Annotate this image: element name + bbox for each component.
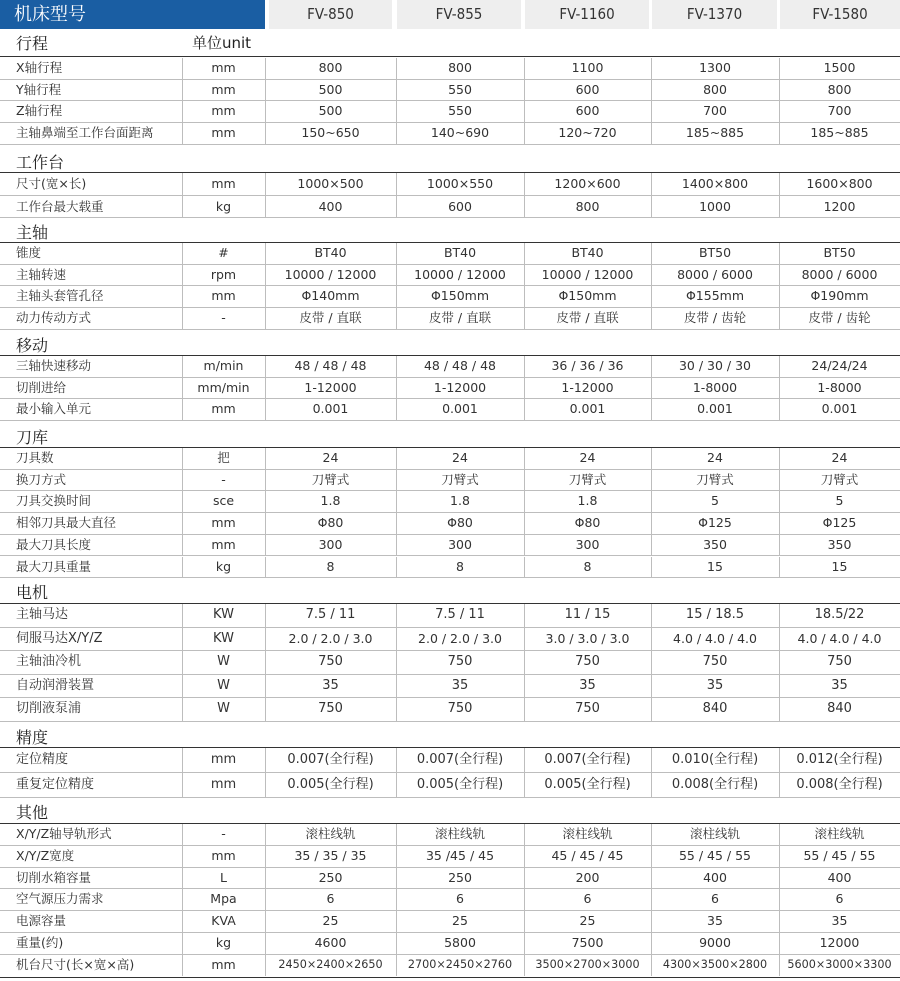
spec-value-fv-850: 1-12000 bbox=[304, 379, 357, 395]
table-row bbox=[0, 846, 900, 868]
spec-value-fv-1580: 750 bbox=[827, 654, 852, 669]
spec-name: 刀具交换时间 bbox=[16, 493, 92, 509]
spec-value-fv-855: 35 /45 / 45 bbox=[425, 847, 495, 863]
table-row bbox=[0, 675, 900, 699]
spec-value-fv-1370: 0.010(全行程) bbox=[671, 752, 759, 767]
spec-value-fv-850: 300 bbox=[318, 536, 343, 552]
spec-value-fv-1370: 滚柱线轨 bbox=[689, 826, 740, 841]
spec-value-fv-850: 250 bbox=[318, 869, 343, 885]
spec-value-fv-850: 8 bbox=[326, 558, 335, 574]
spec-unit: mm bbox=[210, 777, 237, 792]
spec-value-fv-1580: 18.5/22 bbox=[814, 607, 865, 622]
table-row bbox=[0, 448, 900, 470]
table-row bbox=[0, 535, 900, 557]
spec-value-fv-1580: 24/24/24 bbox=[811, 358, 868, 373]
spec-value-fv-850: 35 bbox=[322, 677, 339, 693]
table-row bbox=[0, 628, 900, 652]
spec-value-fv-1370: 15 bbox=[707, 558, 723, 574]
spec-value-fv-855: 1000×550 bbox=[426, 176, 494, 191]
spec-unit: kg bbox=[215, 198, 232, 214]
spec-value-fv-1580: 1200 bbox=[823, 198, 856, 214]
spec-value-fv-1160: 0.001 bbox=[569, 401, 606, 417]
spec-value-fv-1160: 300 bbox=[575, 536, 600, 552]
table-row bbox=[0, 604, 900, 628]
spec-value-fv-1580: 840 bbox=[827, 701, 852, 716]
spec-value-fv-855: 1.8 bbox=[450, 493, 470, 509]
table-row bbox=[0, 265, 900, 287]
table-row bbox=[0, 356, 900, 378]
spec-value-fv-850: 刀臂式 bbox=[311, 471, 350, 487]
spec-value-fv-1160: 皮带 / 直联 bbox=[556, 310, 619, 326]
spec-value-fv-1370: 9000 bbox=[699, 935, 731, 950]
spec-value-fv-1580: 400 bbox=[827, 869, 852, 885]
table-row bbox=[0, 955, 900, 976]
spec-value-fv-855: 7.5 / 11 bbox=[435, 607, 485, 622]
spec-value-fv-855: 1-12000 bbox=[433, 379, 487, 395]
table-row bbox=[0, 286, 900, 308]
spec-value-fv-1580: 0.008(全行程) bbox=[796, 777, 883, 792]
spec-value-fv-850: 0.005(全行程) bbox=[287, 777, 374, 792]
spec-value-fv-855: 600 bbox=[448, 198, 472, 214]
spec-value-fv-1160: 600 bbox=[575, 103, 600, 119]
spec-name: 动力传动方式 bbox=[16, 310, 92, 326]
spec-name: 最大刀具重量 bbox=[16, 558, 92, 574]
spec-name: 重量(约) bbox=[16, 935, 64, 950]
spec-value-fv-1370: BT50 bbox=[698, 245, 732, 260]
spec-name: X轴行程 bbox=[16, 60, 63, 75]
spec-value-fv-1370: 4.0 / 4.0 / 4.0 bbox=[673, 630, 757, 646]
spec-value-fv-1160: 滚柱线轨 bbox=[562, 826, 613, 841]
spec-value-fv-1580: 皮带 / 齿轮 bbox=[808, 310, 871, 326]
table-row bbox=[0, 308, 900, 330]
spec-value-fv-855: 800 bbox=[448, 60, 472, 75]
spec-value-fv-1160: BT40 bbox=[571, 245, 604, 260]
spec-name: X/Y/Z轴导轨形式 bbox=[16, 826, 112, 841]
spec-value-fv-1160: Φ150mm bbox=[558, 288, 617, 304]
spec-value-fv-850: 2450×2400×2650 bbox=[278, 957, 383, 971]
spec-unit: mm bbox=[211, 125, 236, 141]
spec-value-fv-855: Φ150mm bbox=[430, 288, 490, 304]
spec-name: 尺寸(宽×长) bbox=[16, 176, 87, 191]
spec-name: 主轴转速 bbox=[16, 266, 67, 282]
spec-value-fv-1160: 750 bbox=[575, 701, 600, 716]
spec-name: 换刀方式 bbox=[16, 471, 67, 487]
spec-value-fv-855: 8 bbox=[456, 558, 464, 574]
spec-value-fv-1580: 刀臂式 bbox=[820, 471, 859, 487]
spec-value-fv-1580: 5 bbox=[835, 493, 844, 509]
section-rule bbox=[0, 56, 900, 57]
spec-value-fv-855: 6 bbox=[456, 891, 464, 907]
section-title: 行程 bbox=[16, 34, 49, 53]
spec-value-fv-1580: 5600×3000×3300 bbox=[787, 957, 892, 971]
spec-name: 定位精度 bbox=[16, 752, 69, 767]
spec-value-fv-1580: 0.001 bbox=[821, 401, 858, 417]
spec-unit: W bbox=[217, 677, 230, 693]
table-row bbox=[0, 80, 900, 102]
spec-value-fv-850: 皮带 / 直联 bbox=[299, 310, 362, 326]
spec-value-fv-855: 0.007(全行程) bbox=[416, 752, 504, 767]
spec-name: Y轴行程 bbox=[16, 81, 62, 97]
spec-value-fv-1160: 1200×600 bbox=[554, 176, 621, 191]
spec-value-fv-1160: 35 bbox=[579, 677, 596, 693]
spec-value-fv-855: BT40 bbox=[443, 245, 477, 260]
spec-value-fv-1160: 7500 bbox=[571, 935, 604, 950]
table-row bbox=[0, 651, 900, 675]
spec-value-fv-1580: 滚柱线轨 bbox=[814, 826, 865, 841]
table-row bbox=[0, 748, 900, 773]
spec-value-fv-850: 2.0 / 2.0 / 3.0 bbox=[288, 630, 373, 646]
spec-value-fv-855: 300 bbox=[448, 536, 472, 552]
table-row bbox=[0, 889, 900, 911]
spec-value-fv-1160: 0.007(全行程) bbox=[544, 752, 631, 767]
table-row bbox=[0, 773, 900, 798]
spec-value-fv-1580: Φ190mm bbox=[810, 288, 869, 304]
spec-unit: KVA bbox=[211, 913, 236, 929]
table-row bbox=[0, 513, 900, 535]
spec-name: 锥度 bbox=[16, 245, 42, 260]
table-row bbox=[0, 824, 900, 846]
spec-unit: # bbox=[218, 245, 229, 260]
table-row bbox=[0, 933, 900, 955]
spec-value-fv-855: 750 bbox=[447, 701, 473, 716]
spec-unit: - bbox=[221, 310, 226, 326]
spec-value-fv-1370: 1-8000 bbox=[692, 379, 738, 395]
spec-value-fv-850: 6 bbox=[326, 891, 335, 907]
spec-value-fv-1580: BT50 bbox=[823, 245, 856, 260]
spec-value-fv-1370: 350 bbox=[703, 536, 727, 552]
spec-name: 切削液泵浦 bbox=[16, 701, 82, 716]
spec-value-fv-855: 250 bbox=[448, 869, 472, 885]
spec-value-fv-1580: 1-8000 bbox=[817, 379, 862, 395]
spec-unit: L bbox=[220, 869, 227, 885]
spec-value-fv-1580: 6 bbox=[835, 891, 844, 907]
spec-value-fv-855: 皮带 / 直联 bbox=[428, 310, 492, 326]
spec-name: 电源容量 bbox=[16, 913, 67, 929]
spec-value-fv-850: 35 / 35 / 35 bbox=[294, 847, 367, 863]
spec-value-fv-1160: 1100 bbox=[571, 60, 604, 75]
spec-unit: - bbox=[221, 471, 226, 487]
spec-unit: mm bbox=[211, 401, 236, 417]
spec-name: 三轴快速移动 bbox=[16, 358, 92, 373]
spec-value-fv-1370: 4300×3500×2800 bbox=[662, 957, 768, 971]
spec-value-fv-1370: 30 / 30 / 30 bbox=[678, 358, 752, 373]
spec-value-fv-1370: 800 bbox=[703, 81, 727, 97]
model-header-fv-855: FV-855 bbox=[397, 0, 521, 29]
spec-name: 相邻刀具最大直径 bbox=[16, 515, 117, 531]
spec-unit: mm bbox=[211, 956, 236, 972]
section-title: 电机 bbox=[16, 583, 49, 602]
model-header-fv-1160: FV-1160 bbox=[525, 0, 649, 29]
table-bottom-rule bbox=[0, 977, 900, 978]
spec-value-fv-1160: 6 bbox=[583, 891, 592, 907]
spec-value-fv-1370: 0.008(全行程) bbox=[671, 777, 759, 792]
spec-value-fv-1580: 350 bbox=[827, 536, 852, 552]
spec-value-fv-1370: 皮带 / 齿轮 bbox=[683, 310, 747, 326]
spec-value-fv-1160: 3.0 / 3.0 / 3.0 bbox=[545, 630, 630, 646]
spec-value-fv-1370: 24 bbox=[707, 450, 723, 465]
spec-name: 刀具数 bbox=[16, 450, 54, 465]
spec-name: 主轴鼻端至工作台面距离 bbox=[16, 125, 154, 141]
spec-name: 伺服马达X/Y/Z bbox=[16, 630, 103, 646]
spec-value-fv-1580: Φ125 bbox=[822, 515, 857, 531]
spec-name: 机台尺寸(长×宽×高) bbox=[16, 956, 135, 972]
spec-value-fv-855: 48 / 48 / 48 bbox=[423, 358, 497, 373]
spec-unit: mm bbox=[211, 103, 236, 119]
spec-value-fv-850: Φ80 bbox=[317, 515, 344, 531]
spec-value-fv-855: 140~690 bbox=[430, 125, 490, 141]
spec-value-fv-1160: 25 bbox=[579, 913, 596, 929]
spec-name: 空气源压力需求 bbox=[16, 891, 104, 907]
spec-name: 主轴马达 bbox=[16, 607, 69, 622]
table-row bbox=[0, 123, 900, 145]
spec-unit: mm bbox=[211, 847, 236, 863]
spec-value-fv-1370: 6 bbox=[711, 891, 719, 907]
spec-value-fv-855: Φ80 bbox=[447, 515, 473, 531]
spec-value-fv-850: 滚柱线轨 bbox=[305, 826, 356, 841]
spec-value-fv-1160: 0.005(全行程) bbox=[544, 777, 631, 792]
spec-value-fv-1580: 185~885 bbox=[810, 125, 869, 141]
spec-name: 最大刀具长度 bbox=[16, 536, 92, 552]
spec-name: 切削水箱容量 bbox=[16, 869, 92, 885]
spec-value-fv-1370: 1400×800 bbox=[681, 176, 749, 191]
spec-value-fv-1370: 750 bbox=[702, 654, 728, 669]
spec-name: 重复定位精度 bbox=[16, 777, 95, 792]
spec-value-fv-855: 刀臂式 bbox=[441, 471, 479, 487]
spec-name: 主轴油冷机 bbox=[16, 654, 82, 669]
spec-value-fv-1160: 3500×2700×3000 bbox=[535, 957, 640, 971]
table-row bbox=[0, 557, 900, 579]
table-header bbox=[0, 0, 900, 29]
spec-value-fv-1160: 200 bbox=[575, 869, 600, 885]
spec-value-fv-855: 550 bbox=[448, 81, 472, 97]
spec-value-fv-850: 4600 bbox=[314, 935, 347, 950]
spec-value-fv-1160: 750 bbox=[575, 654, 600, 669]
spec-value-fv-850: 25 bbox=[322, 913, 339, 929]
spec-unit: kg bbox=[215, 935, 232, 950]
spec-unit: mm bbox=[211, 288, 236, 304]
spec-value-fv-1370: 0.001 bbox=[697, 401, 733, 417]
table-row bbox=[0, 911, 900, 933]
table-row bbox=[0, 470, 900, 492]
spec-value-fv-1580: 24 bbox=[831, 450, 848, 465]
spec-value-fv-855: 10000 / 12000 bbox=[414, 266, 506, 282]
spec-value-fv-855: 2.0 / 2.0 / 3.0 bbox=[418, 630, 502, 646]
section-title: 精度 bbox=[16, 728, 49, 747]
spec-value-fv-850: 400 bbox=[318, 198, 343, 214]
spec-value-fv-850: 500 bbox=[318, 81, 343, 97]
spec-value-fv-850: 750 bbox=[318, 701, 343, 716]
spec-value-fv-1580: 0.012(全行程) bbox=[796, 752, 883, 767]
spec-unit: mm bbox=[211, 176, 236, 191]
spec-value-fv-1370: 35 bbox=[706, 677, 724, 693]
spec-unit: KW bbox=[213, 607, 234, 622]
spec-value-fv-1370: 刀臂式 bbox=[696, 471, 734, 487]
spec-value-fv-1160: 36 / 36 / 36 bbox=[551, 358, 624, 373]
spec-unit: m/min bbox=[203, 358, 244, 373]
table-row bbox=[0, 378, 900, 400]
spec-value-fv-855: 750 bbox=[447, 654, 473, 669]
spec-value-fv-1370: 700 bbox=[703, 103, 727, 119]
spec-value-fv-850: 10000 / 12000 bbox=[284, 266, 377, 282]
model-header-fv-850: FV-850 bbox=[269, 0, 392, 29]
spec-value-fv-1370: 8000 / 6000 bbox=[677, 266, 753, 282]
spec-name: 自动润滑装置 bbox=[16, 677, 95, 693]
spec-value-fv-1580: 15 bbox=[831, 558, 848, 574]
spec-unit: Mpa bbox=[210, 891, 237, 907]
spec-value-fv-1370: 55 / 45 / 55 bbox=[678, 847, 752, 863]
section-title: 主轴 bbox=[16, 223, 49, 242]
spec-value-fv-1580: 55 / 45 / 55 bbox=[803, 847, 876, 863]
model-header-fv-1370: FV-1370 bbox=[652, 0, 777, 29]
spec-unit: sce bbox=[212, 493, 235, 509]
spec-value-fv-1370: 35 bbox=[707, 913, 723, 929]
spec-value-fv-855: 0.005(全行程) bbox=[416, 777, 504, 792]
spec-value-fv-1160: 10000 / 12000 bbox=[541, 266, 634, 282]
header-title: 机床型号 bbox=[0, 0, 265, 29]
spec-value-fv-1580: 700 bbox=[827, 103, 852, 119]
section-title: 工作台 bbox=[16, 153, 65, 172]
spec-value-fv-1160: 24 bbox=[579, 450, 596, 465]
spec-value-fv-855: 滚柱线轨 bbox=[434, 826, 485, 841]
table-row bbox=[0, 58, 900, 80]
spec-value-fv-850: 48 / 48 / 48 bbox=[294, 358, 367, 373]
spec-name: 切削进给 bbox=[16, 379, 67, 395]
spec-unit: mm bbox=[210, 752, 237, 767]
spec-value-fv-1160: 800 bbox=[575, 198, 600, 214]
section-title: 刀库 bbox=[16, 428, 49, 447]
spec-unit: kg bbox=[215, 558, 232, 574]
spec-value-fv-1370: 400 bbox=[703, 869, 727, 885]
spec-value-fv-855: 2700×2450×2760 bbox=[407, 957, 513, 971]
spec-value-fv-1370: Φ125 bbox=[698, 515, 732, 531]
spec-value-fv-850: 150~650 bbox=[301, 125, 360, 141]
unit-column-label: 单位unit bbox=[192, 34, 252, 52]
spec-value-fv-1580: 35 bbox=[831, 913, 848, 929]
spec-unit: KW bbox=[213, 630, 234, 646]
spec-value-fv-855: 0.001 bbox=[442, 401, 478, 417]
spec-name: Z轴行程 bbox=[16, 103, 63, 119]
spec-value-fv-1160: Φ80 bbox=[574, 515, 601, 531]
spec-value-fv-855: 5800 bbox=[444, 935, 476, 950]
spec-value-fv-1580: 1600×800 bbox=[806, 176, 873, 191]
spec-name: X/Y/Z宽度 bbox=[16, 847, 75, 863]
spec-value-fv-1580: 12000 bbox=[819, 935, 860, 950]
spec-value-fv-1370: 1000 bbox=[699, 198, 731, 214]
table-row bbox=[0, 491, 900, 513]
spec-value-fv-1370: 185~885 bbox=[685, 125, 745, 141]
spec-unit: - bbox=[221, 826, 226, 841]
spec-value-fv-1580: 35 bbox=[831, 677, 848, 693]
spec-unit: W bbox=[217, 701, 230, 716]
spec-value-fv-850: 750 bbox=[318, 654, 343, 669]
model-header-fv-1580: FV-1580 bbox=[780, 0, 900, 29]
spec-value-fv-855: 550 bbox=[448, 103, 472, 119]
spec-value-fv-1580: 1500 bbox=[823, 60, 856, 75]
spec-value-fv-850: Φ140mm bbox=[301, 288, 360, 304]
spec-unit: W bbox=[217, 654, 230, 669]
spec-value-fv-855: 25 bbox=[452, 913, 468, 929]
spec-name: 工作台最大载重 bbox=[16, 198, 104, 214]
spec-value-fv-850: 1.8 bbox=[320, 493, 341, 509]
table-row bbox=[0, 243, 900, 265]
spec-unit: 把 bbox=[217, 450, 230, 465]
spec-value-fv-1580: 800 bbox=[827, 81, 852, 97]
table-row bbox=[0, 173, 900, 196]
spec-value-fv-1160: 45 / 45 / 45 bbox=[551, 847, 624, 863]
table-row bbox=[0, 196, 900, 219]
spec-value-fv-850: 0.007(全行程) bbox=[287, 752, 374, 767]
spec-value-fv-1370: Φ155mm bbox=[685, 288, 745, 304]
spec-value-fv-1370: 15 / 18.5 bbox=[685, 607, 745, 622]
spec-name: 最小输入单元 bbox=[16, 401, 92, 417]
spec-value-fv-1160: 刀臂式 bbox=[568, 471, 607, 487]
spec-value-fv-850: 7.5 / 11 bbox=[305, 607, 356, 622]
spec-value-fv-1580: 4.0 / 4.0 / 4.0 bbox=[797, 630, 882, 646]
spec-unit: rpm bbox=[210, 266, 237, 282]
spec-value-fv-850: BT40 bbox=[314, 245, 347, 260]
spec-value-fv-1580: 8000 / 6000 bbox=[801, 266, 878, 282]
spec-name: 主轴头套管孔径 bbox=[16, 288, 104, 304]
spec-unit: mm bbox=[211, 60, 236, 75]
spec-value-fv-1370: 840 bbox=[702, 701, 728, 716]
spec-value-fv-855: 24 bbox=[452, 450, 468, 465]
section-title: 其他 bbox=[16, 803, 49, 822]
table-row bbox=[0, 698, 900, 722]
table-row bbox=[0, 399, 900, 421]
spec-value-fv-850: 800 bbox=[318, 60, 343, 75]
spec-value-fv-850: 0.001 bbox=[312, 401, 349, 417]
spec-value-fv-850: 500 bbox=[318, 103, 343, 119]
table-row bbox=[0, 101, 900, 123]
spec-value-fv-1160: 120~720 bbox=[558, 125, 617, 141]
spec-value-fv-1160: 600 bbox=[575, 81, 600, 97]
section-title: 移动 bbox=[16, 336, 49, 355]
spec-value-fv-1160: 1-12000 bbox=[561, 379, 614, 395]
spec-value-fv-1160: 1.8 bbox=[577, 493, 598, 509]
spec-unit: mm bbox=[211, 81, 236, 97]
spec-value-fv-850: 1000×500 bbox=[297, 176, 364, 191]
table-row bbox=[0, 868, 900, 890]
spec-unit: mm/min bbox=[197, 379, 250, 395]
spec-value-fv-855: 35 bbox=[451, 677, 469, 693]
spec-value-fv-1160: 8 bbox=[583, 558, 592, 574]
spec-value-fv-1370: 5 bbox=[711, 493, 719, 509]
spec-value-fv-1370: 1300 bbox=[699, 60, 731, 75]
spec-value-fv-1160: 11 / 15 bbox=[564, 607, 611, 622]
spec-value-fv-850: 24 bbox=[322, 450, 339, 465]
spec-unit: mm bbox=[211, 515, 236, 531]
spec-unit: mm bbox=[211, 536, 236, 552]
